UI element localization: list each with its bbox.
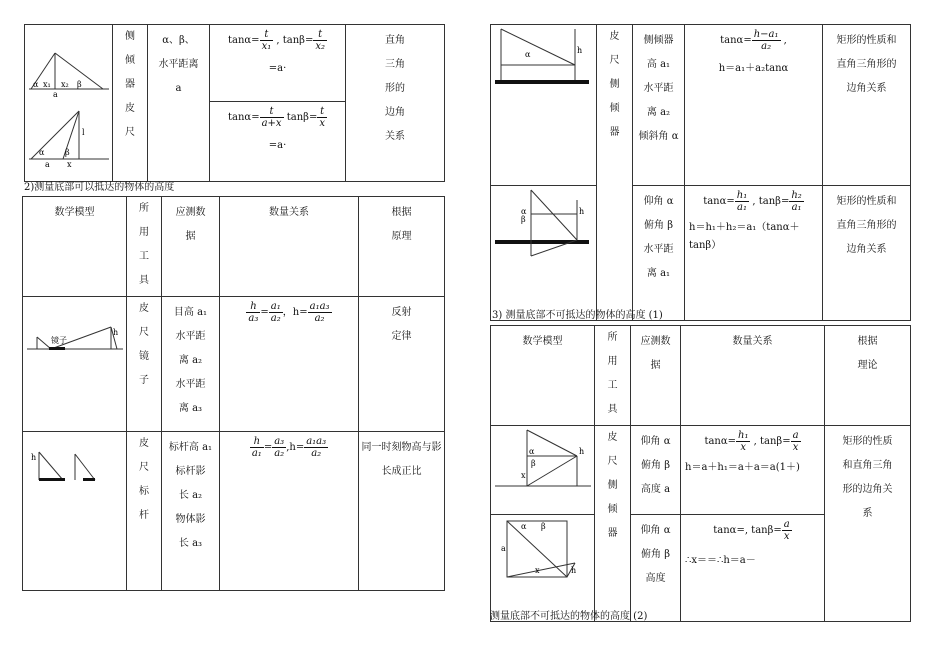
t4-basis: 矩形的性质 和直角三角 形的边角关 系 bbox=[825, 426, 911, 622]
svg-text:a: a bbox=[53, 90, 58, 99]
measure-cell: α、β、 水平距离 a bbox=[148, 25, 210, 182]
r1-measure: 侧倾器 高 a₁ 水平距 离 a₂ 倾斜角 α bbox=[633, 25, 685, 186]
pole-figure-cell bbox=[23, 432, 127, 591]
header4-model: 数学模型 bbox=[491, 326, 595, 426]
mirror-figure-cell bbox=[23, 297, 127, 432]
svg-text:α: α bbox=[521, 207, 527, 216]
svg-text:α: α bbox=[39, 148, 45, 157]
svg-text:x: x bbox=[535, 566, 540, 575]
svg-text:h: h bbox=[113, 328, 119, 337]
svg-text:α: α bbox=[33, 80, 39, 89]
svg-text:α: α bbox=[525, 50, 531, 59]
row2-tools: 皮 尺 标 杆 bbox=[127, 432, 162, 591]
pole-figure bbox=[23, 432, 127, 580]
row2-basis: 同一时刻物高与影长成正比 bbox=[359, 432, 445, 591]
r2-basis: 矩形的性质和 直角三角形的 边角关系 bbox=[823, 186, 911, 321]
header4-measure: 应测数 据 bbox=[631, 326, 681, 426]
header4-tools: 所 用 工 具 bbox=[595, 326, 631, 426]
row1-tools: 皮 尺 镜 子 bbox=[127, 297, 162, 432]
table-reachable-base bbox=[22, 196, 445, 591]
svg-text:β: β bbox=[521, 215, 526, 224]
header-basis: 根据 原理 bbox=[359, 197, 445, 297]
svg-text:α: α bbox=[521, 522, 527, 531]
model-figures-cell bbox=[25, 25, 113, 182]
row2-measure: 标杆高 a₁ 标杆影 长 a₂ 物体影 长 a₃ bbox=[162, 432, 220, 591]
t4r1-measure: 仰角 α 俯角 β 高度 a bbox=[631, 426, 681, 515]
svg-text:镜子: 镜子 bbox=[51, 336, 67, 345]
svg-text:β: β bbox=[541, 522, 546, 531]
header-measure: 应测数 据 bbox=[162, 197, 220, 297]
svg-text:h: h bbox=[571, 566, 577, 575]
svg-text:h: h bbox=[577, 46, 583, 55]
r1-relation: tanα= $\frac{\text{h−a₁}}{\text{a₂}}$ , h＝a₁＋a₂tanα bbox=[685, 25, 823, 186]
clinometer-figure-2 bbox=[491, 186, 597, 310]
r-tools: 皮 尺 侧 倾 器 bbox=[597, 25, 633, 321]
row1-relation: $\frac{h}{\text{a₃}}$ = $\frac{\text{a₁}}{\text{a₂}}$ ，h= $\frac{\text{a₁a₃}}{\text{a₂}}$ bbox=[220, 297, 359, 432]
header-relation: 数量关系 bbox=[220, 197, 359, 297]
clinometer-figure-1 bbox=[491, 25, 597, 175]
svg-text:a: a bbox=[501, 544, 506, 553]
formula-2: tanα= $\frac{t}{a+x}$ tanβ= $\frac{t}{x}$ =a· bbox=[210, 101, 345, 174]
svg-text:β: β bbox=[531, 459, 536, 468]
svg-text:h: h bbox=[31, 453, 37, 462]
svg-text:x₂: x₂ bbox=[61, 80, 69, 89]
caption-section-3: 3) 测量底部不可抵达的物体的高度 (1) bbox=[492, 310, 663, 321]
row1-basis: 反射 定律 bbox=[359, 297, 445, 432]
row1-measure: 目高 a₁ 水平距 离 a₂ 水平距 离 a₃ bbox=[162, 297, 220, 432]
svg-text:x: x bbox=[521, 471, 526, 480]
caption-section-2: 2)测量底部可以抵达的物体的高度 bbox=[24, 182, 175, 193]
r2-measure: 仰角 α 俯角 β 水平距 离 a₁ bbox=[633, 186, 685, 321]
r2-relation: tanα= $\frac{\text{h₁}}{\text{a₁}}$ , tanβ= $\frac{\text{h₂}}{\text{a₁}}$ h＝h₁＋h₂＝a₁（tanα＋ tanβ） bbox=[685, 186, 823, 321]
table-angle-method bbox=[24, 24, 445, 182]
row2-relation: $\frac{h}{\text{a₁}}$ = $\frac{\text{a₃}}{\text{a₂}}$ ,h= $\frac{\text{a₁a₃}}{\text{a₂}}$ bbox=[220, 432, 359, 591]
svg-text:h: h bbox=[579, 207, 585, 216]
svg-text:β: β bbox=[77, 80, 82, 89]
formula-1: tanα= $\frac{t}{\text{x₁}}$ , tanβ= $\frac{t}{\text{x₂}}$ =a· bbox=[228, 29, 325, 74]
svg-text:l: l bbox=[82, 128, 85, 137]
header-tools: 所 用 工 具 bbox=[127, 197, 162, 297]
tools-cell: 侧 倾 器 皮 尺 bbox=[113, 25, 148, 182]
unreachable-figure-2 bbox=[491, 515, 595, 611]
t4r1-figure-cell bbox=[491, 426, 595, 515]
table-clinometer bbox=[490, 24, 911, 321]
t4-tools: 皮 尺 侧 倾 器 bbox=[595, 426, 631, 622]
svg-text:α: α bbox=[529, 447, 535, 456]
header-model: 数学模型 bbox=[23, 197, 127, 297]
header4-relation: 数量关系 bbox=[681, 326, 825, 426]
caption-section-bottom: 测量底部不可抵达的物体的高度 (2) bbox=[490, 611, 648, 622]
svg-text:a: a bbox=[45, 160, 50, 169]
unreachable-figure-1 bbox=[491, 426, 595, 504]
svg-text:β: β bbox=[65, 148, 70, 157]
r2-figure-cell bbox=[491, 186, 597, 321]
triangle-figures bbox=[25, 25, 113, 171]
header4-basis: 根据 理论 bbox=[825, 326, 911, 426]
basis-cell: 直角 三角 形的 边角 关系 bbox=[346, 25, 445, 182]
svg-text:x₁: x₁ bbox=[43, 80, 51, 89]
svg-text:x: x bbox=[67, 160, 72, 169]
t4r2-measure: 仰角 α 俯角 β 高度 bbox=[631, 515, 681, 622]
r1-basis: 矩形的性质和 直角三角形的 边角关系 bbox=[823, 25, 911, 186]
table-unreachable-base bbox=[490, 325, 911, 622]
r1-figure-cell bbox=[491, 25, 597, 186]
t4r2-figure-cell bbox=[491, 515, 595, 622]
mirror-figure bbox=[23, 297, 127, 421]
relation-cell bbox=[210, 25, 346, 182]
t4r1-relation: tanα= $\frac{\text{h₁}}{x}$ , tanβ= $\frac{a}{x}$ h＝a＋h₁＝a＋a＝a(1＋) bbox=[681, 426, 825, 515]
t4r2-relation: tanα=, tanβ= $\frac{a}{x}$ ∴x＝＝∴h＝a－ bbox=[681, 515, 825, 622]
svg-text:h: h bbox=[579, 447, 585, 456]
